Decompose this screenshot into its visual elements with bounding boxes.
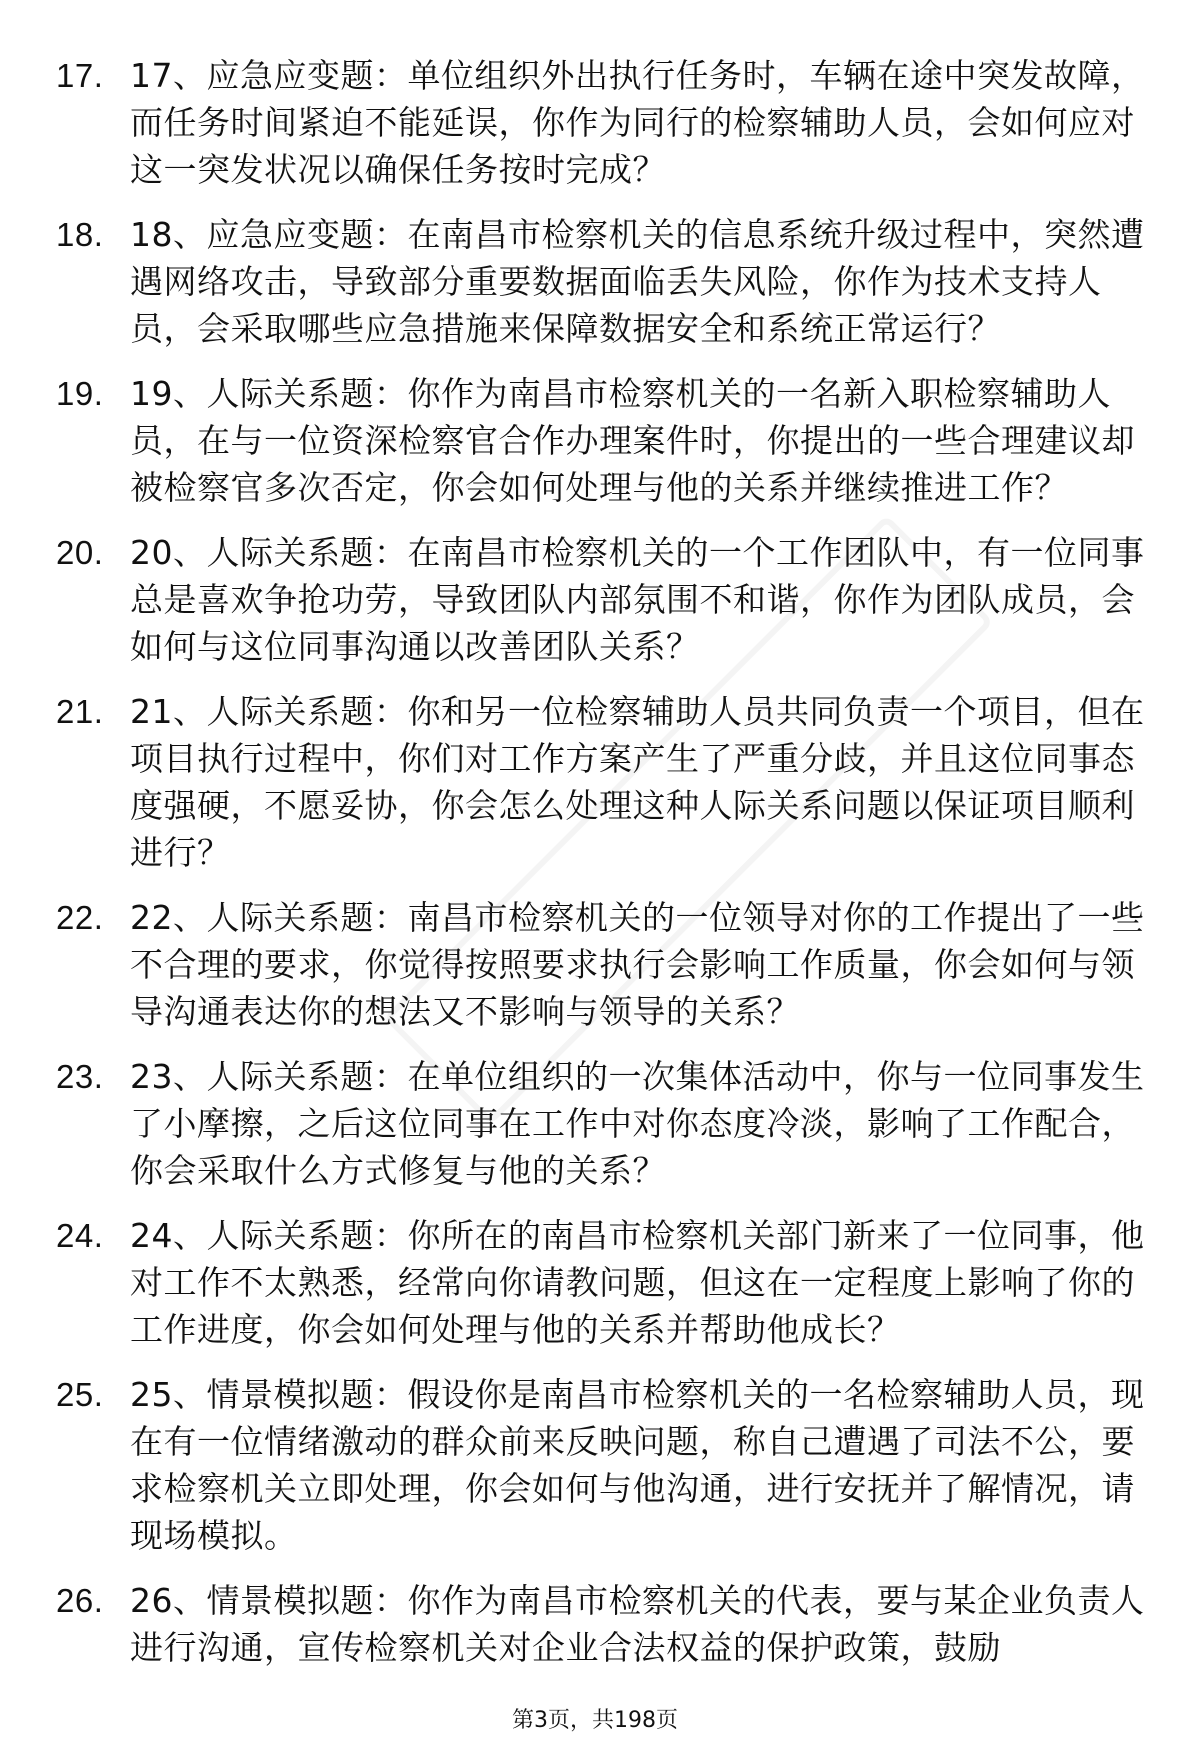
question-item (56, 1053, 1148, 1194)
question-list (56, 52, 1148, 1689)
question-number: 18. (56, 216, 104, 253)
page-footer: 第3页，共198页 (512, 1708, 678, 1733)
question-number: 25. (56, 1376, 104, 1413)
question-number: 23. (56, 1058, 104, 1095)
question-number: 19. (56, 375, 104, 412)
question-item (56, 52, 1148, 193)
question-text: 19、人际关系题：你作为南昌市检察机关的一名新入职检察辅助人员，在与一位资深检察官合作办理案件时，你提出的一些合理建议却被检察官多次否定，你会如何处理与他的关系并继续推进工作？ (130, 374, 1135, 507)
question-text: 21、人际关系题：你和另一位检察辅助人员共同负责一个项目，但在项目执行过程中，你们对工作方案产生了严重分歧，并且这位同事态度强硬，不愿妥协，你会怎么处理这种人际关系问题以保证项目顺利进行？ (130, 692, 1145, 872)
question-item (56, 1577, 1148, 1671)
question-text: 25、情景模拟题：假设你是南昌市检察机关的一名检察辅助人员，现在有一位情绪激动的群众前来反映问题，称自己遭遇了司法不公，要求检察机关立即处理，你会如何与他沟通，进行安抚并了解情况，请现场模拟。 (130, 1375, 1145, 1555)
question-item (56, 529, 1148, 670)
question-item (56, 1371, 1148, 1559)
question-number: 22. (56, 899, 104, 936)
question-text: 22、人际关系题：南昌市检察机关的一位领导对你的工作提出了一些不合理的要求，你觉得按照要求执行会影响工作质量，你会如何与领导沟通表达你的想法又不影响与领导的关系？ (130, 898, 1145, 1031)
question-item (56, 1212, 1148, 1353)
question-text: 24、人际关系题：你所在的南昌市检察机关部门新来了一位同事，他对工作不太熟悉，经常向你请教问题，但这在一定程度上影响了你的工作进度，你会如何处理与他的关系并帮助他成长？ (130, 1216, 1145, 1349)
question-item (56, 211, 1148, 352)
question-number: 20. (56, 534, 104, 571)
question-number: 17. (56, 57, 104, 94)
question-text: 18、应急应变题：在南昌市检察机关的信息系统升级过程中，突然遭遇网络攻击，导致部分重要数据面临丢失风险，你作为技术支持人员，会采取哪些应急措施来保障数据安全和系统正常运行？ (130, 215, 1145, 348)
question-text: 26、情景模拟题：你作为南昌市检察机关的代表，要与某企业负责人进行沟通，宣传检察机关对企业合法权益的保护政策，鼓励 (130, 1581, 1145, 1667)
question-item (56, 370, 1148, 511)
question-number: 21. (56, 693, 104, 730)
question-item (56, 688, 1148, 876)
question-text: 23、人际关系题：在单位组织的一次集体活动中，你与一位同事发生了小摩擦，之后这位同事在工作中对你态度冷淡，影响了工作配合，你会采取什么方式修复与他的关系？ (130, 1057, 1145, 1190)
question-text: 20、人际关系题：在南昌市检察机关的一个工作团队中，有一位同事总是喜欢争抢功劳，导致团队内部氛围不和谐，你作为团队成员，会如何与这位同事沟通以改善团队关系？ (130, 533, 1145, 666)
question-number: 26. (56, 1582, 104, 1619)
question-item (56, 894, 1148, 1035)
question-number: 24. (56, 1217, 104, 1254)
question-text: 17、应急应变题：单位组织外出执行任务时，车辆在途中突发故障，而任务时间紧迫不能延误，你作为同行的检察辅助人员，会如何应对这一突发状况以确保任务按时完成？ (130, 56, 1145, 189)
